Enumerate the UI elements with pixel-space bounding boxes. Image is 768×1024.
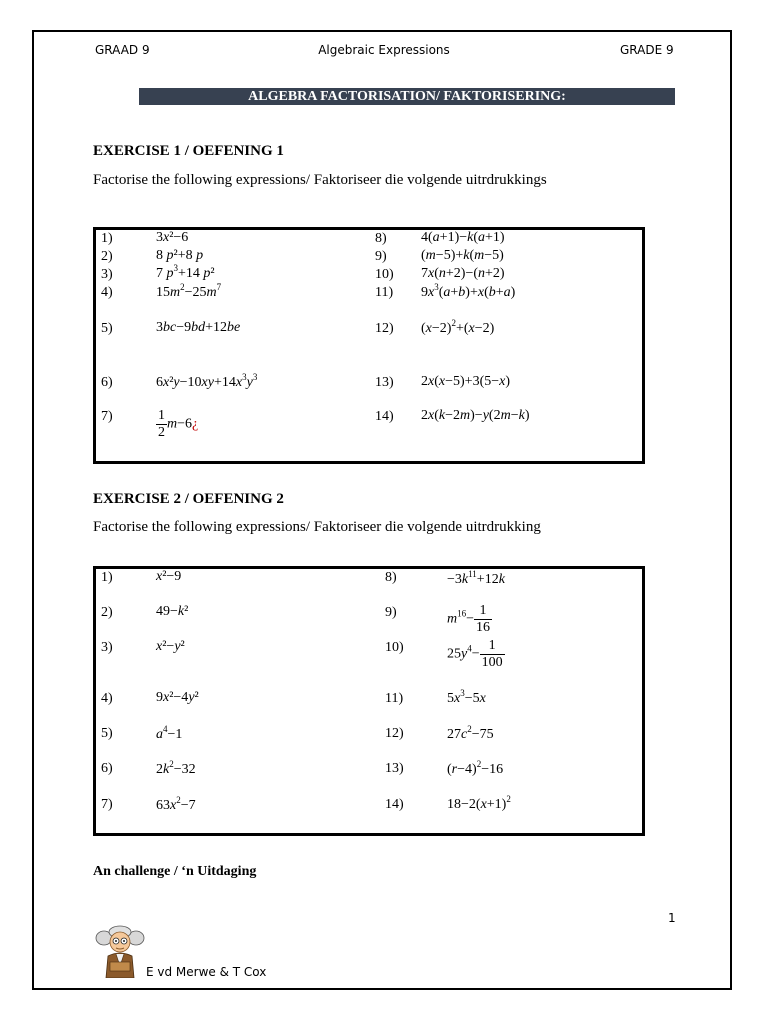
ex1-number: 9) [375, 249, 387, 264]
math-expression: $m^{16}-$ $\frac{1}{16}$ [447, 603, 491, 635]
math-expression: 2x(x−5)+3(5−x) [421, 374, 511, 389]
ex1-number: 5) [101, 321, 113, 336]
ex1-number: 10) [375, 267, 394, 282]
ex2-number: 12) [385, 726, 404, 741]
math-expression: $18-2(x+1)^2$ [447, 794, 511, 812]
ex1-number: 14) [375, 409, 394, 424]
ex2-number: 11) [385, 691, 404, 706]
math-expression: 3x²−6 [156, 230, 189, 245]
ex2-number: 1) [101, 570, 113, 585]
math-expression: $(x-2)^2+(x-2)$ [421, 318, 495, 336]
math-expression: $63x^2-7$ [156, 795, 196, 813]
ex2-number: 4) [101, 691, 113, 706]
ex2-number: 6) [101, 761, 113, 776]
exercise-1-instruction: Factorise the following expressions/ Faktoriseer die volgende uitrdrukkings [93, 172, 547, 188]
exercise-2-title: EXERCISE 2 / OEFENING 2 [93, 491, 284, 507]
math-expression: 2x(k−2m)−y(2m−k) [421, 408, 530, 423]
ex1-number: 7) [101, 409, 113, 424]
exercise-1-title: EXERCISE 1 / OEFENING 1 [93, 143, 284, 159]
exercise-2-instruction: Factorise the following expressions/ Faktoriseer die volgende uitrdrukking [93, 519, 541, 535]
challenge-heading: An challenge / ‘n Uitdaging [93, 864, 257, 879]
math-expression: $15m^2-25m^7$ [156, 282, 222, 300]
math-expression: $27c^2-75$ [447, 724, 494, 742]
math-expression: 8 p²+8 p [156, 248, 204, 263]
math-expression: $(r-4)^2-16$ [447, 759, 504, 777]
ex1-number: 3) [101, 267, 113, 282]
ex1-number: 2) [101, 249, 113, 264]
math-expression: $a^4-1$ [156, 724, 183, 742]
title-banner: ALGEBRA FACTORISATION/ FAKTORISERING: [139, 88, 675, 105]
math-expression: x²−9 [156, 569, 182, 584]
ex1-number: 8) [375, 231, 387, 246]
math-expression: (m−5)+k(m−5) [421, 248, 504, 263]
math-expression: $25y^4-$ $\frac{1}{100}$ [447, 638, 503, 670]
ex2-number: 10) [385, 640, 404, 655]
math-expression: $-3k^{11}+12k$ [447, 569, 505, 587]
page-number: 1 [668, 911, 676, 925]
ex2-number: 7) [101, 797, 113, 812]
math-expression: $2k^2-32$ [156, 759, 196, 777]
math-expression: 49−k² [156, 604, 189, 619]
footer-authors: E vd Merwe & T Cox [146, 965, 267, 979]
math-expression: 7 $p^3+14$ p² [156, 263, 215, 281]
math-expression: 4(a+1)−k(a+1) [421, 230, 505, 245]
math-expression: x²−y² [156, 639, 185, 654]
ex2-number: 13) [385, 761, 404, 776]
header-right: GRADE 9 [620, 43, 674, 57]
ex2-number: 3) [101, 640, 113, 655]
ex2-number: 9) [385, 605, 397, 620]
ex1-number: 1) [101, 231, 113, 246]
ex2-number: 2) [101, 605, 113, 620]
ex2-number: 5) [101, 726, 113, 741]
ex2-number: 14) [385, 797, 404, 812]
ex1-number: 6) [101, 375, 113, 390]
math-expression: 7x(n+2)−(n+2) [421, 266, 505, 281]
ex1-number: 12) [375, 321, 394, 336]
math-expression: 3bc−9bd+12be [156, 320, 241, 335]
math-expression: $6x^2y-10xy+14x^3y^3$ [156, 372, 258, 390]
ex1-number: 4) [101, 285, 113, 300]
math-expression: $9x^3(a+b)+x(b+a)$ [421, 282, 516, 300]
ex1-number: 11) [375, 285, 394, 300]
math-expression: $5x^3-5x$ [447, 688, 486, 706]
ex2-number: 8) [385, 570, 397, 585]
math-expression: 9x²−4y² [156, 690, 199, 705]
professor-logo-icon [92, 922, 148, 978]
ex1-number: 13) [375, 375, 394, 390]
header-center: Algebraic Expressions [318, 43, 450, 57]
header-left: GRAAD 9 [95, 43, 150, 57]
math-expression: $\frac{1}{2}$ m−6¿ [158, 408, 199, 440]
